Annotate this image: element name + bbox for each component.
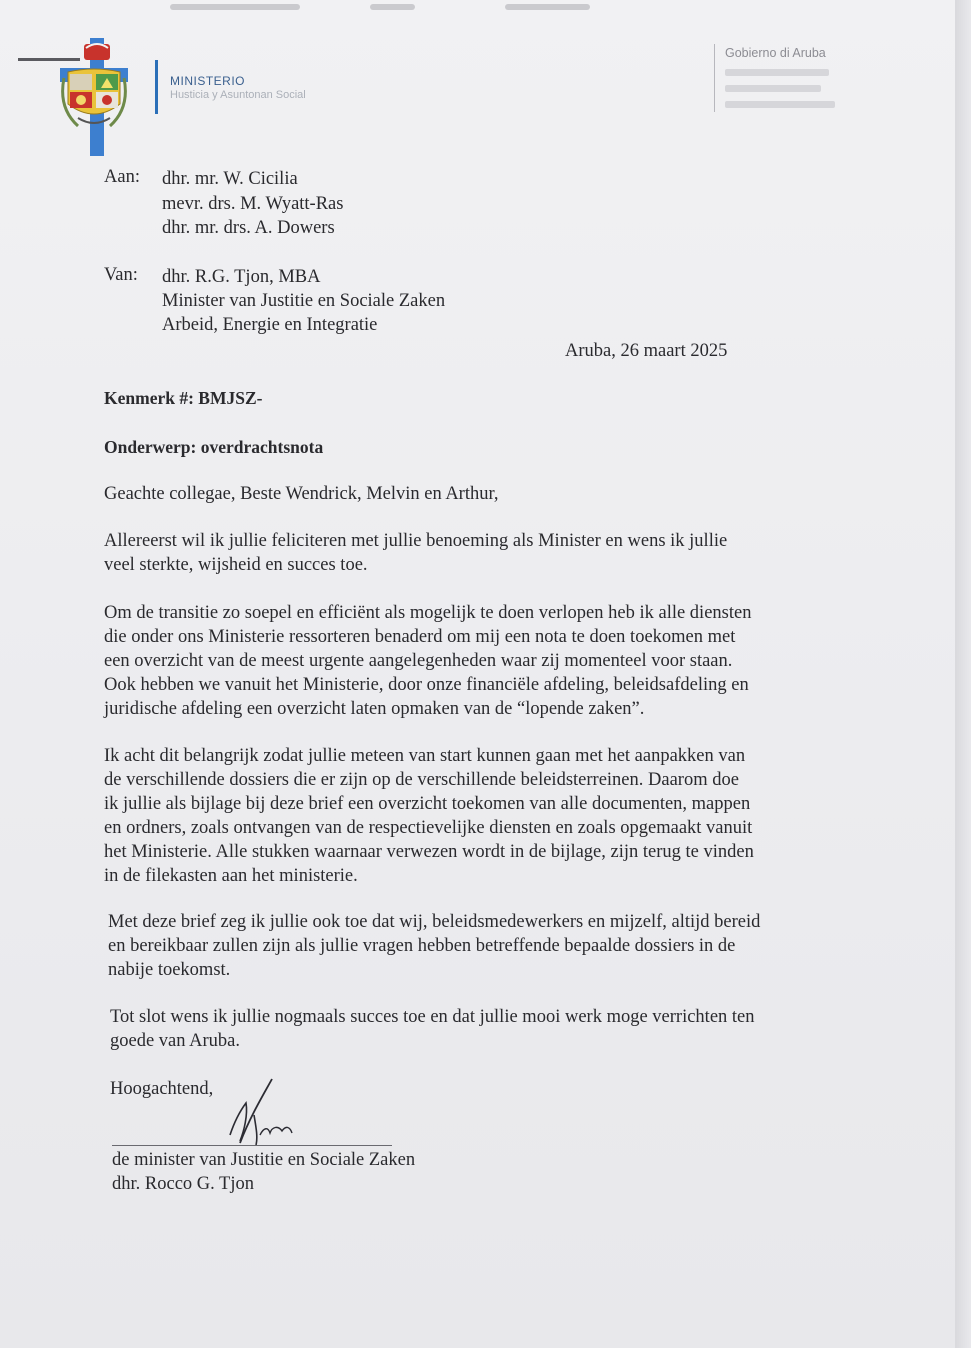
paragraph-line: juridische afdeling een overzicht laten opmaken van de “lopende zaken”. <box>104 699 645 719</box>
government-name: Gobierno di Aruba <box>725 46 826 60</box>
paragraph-line: Ik acht dit belangrijk zodat jullie meteen van start kunnen gaan met het aanpakken van <box>104 746 746 766</box>
sender-label: Van: <box>104 265 138 285</box>
paragraph-line: in de filekasten aan het ministerie. <box>104 866 358 886</box>
address-line <box>725 69 829 76</box>
signature-icon <box>210 1075 310 1150</box>
reference-number: Kenmerk #: BMJSZ- <box>104 388 263 408</box>
coat-of-arms-icon <box>60 38 128 156</box>
paragraph-line: en ordners, zoals ontvangen van de respectievelijke diensten en zoals opgemaakt vanuit <box>104 818 753 838</box>
paragraph-line: een overzicht van de meest urgente aangelegenheden waar zij momenteel voor staan. <box>104 651 733 671</box>
address-line <box>725 101 835 108</box>
salutation: Geachte collegae, Beste Wendrick, Melvin en Arthur, <box>104 484 499 504</box>
paragraph-line: Tot slot wens ik jullie nogmaals succes toe en dat jullie mooi werk moge verrichten ten <box>110 1007 755 1027</box>
recipients-label: Aan: <box>104 167 140 187</box>
sender-line: Minister van Justitie en Sociale Zaken <box>162 291 446 311</box>
paragraph-line: Met deze brief zeg ik jullie ook toe dat wij, beleidsmedewerkers en mijzelf, altijd bereid <box>108 912 761 932</box>
sender-line: Arbeid, Energie en Integratie <box>162 315 378 335</box>
body-paragraph <box>104 529 826 577</box>
recipient-name: dhr. mr. drs. A. Dowers <box>162 218 335 238</box>
address-line <box>725 85 821 92</box>
paragraph-line: Om de transitie zo soepel en efficiënt als mogelijk te doen verlopen heb ik alle diensten <box>104 603 752 623</box>
body-paragraph <box>104 601 826 721</box>
paragraph-line: ik jullie als bijlage bij deze brief een overzicht toekomen van alle documenten, mappen <box>104 794 751 814</box>
paragraph-line: veel sterkte, wijsheid en succes toe. <box>104 555 368 575</box>
government-address-block <box>714 44 865 112</box>
recipient-name: mevr. drs. M. Wyatt-Ras <box>162 194 344 214</box>
subject-line: Onderwerp: overdrachtsnota <box>104 437 324 457</box>
paragraph-line: Ook hebben we vanuit het Ministerie, door onze financiële afdeling, beleidsafdeling en <box>104 675 749 695</box>
paragraph-line: en bereikbaar zullen zijn als jullie vragen hebben betreffende bepaalde dossiers in de <box>108 936 736 956</box>
paragraph-line: het Ministerie. Alle stukken waarnaar verwezen wordt in de bijlage, zijn terug te vinden <box>104 842 754 862</box>
body-paragraph <box>108 910 830 982</box>
page-edge <box>955 0 971 1348</box>
ministry-divider <box>155 60 158 114</box>
paragraph-line: goede van Aruba. <box>110 1031 240 1051</box>
ministry-subtitle: Husticia y Asuntonan Social <box>170 89 306 101</box>
fold-crease <box>370 4 415 10</box>
paragraph-line: die onder ons Ministerie ressorteren benaderd om mij een nota te doen toekomen met <box>104 627 736 647</box>
paragraph-line: Allereerst wil ik jullie feliciteren met jullie benoeming als Minister en wens ik jullie <box>104 531 728 551</box>
fold-crease <box>505 4 590 10</box>
recipient-name: dhr. mr. W. Cicilia <box>162 169 298 189</box>
body-paragraph <box>110 1005 832 1053</box>
fold-crease <box>170 4 300 10</box>
closing: Hoogachtend, <box>110 1079 214 1099</box>
signatory-title: de minister van Justitie en Sociale Zaken <box>112 1150 416 1170</box>
signatory-name: dhr. Rocco G. Tjon <box>112 1174 254 1194</box>
letter-date: Aruba, 26 maart 2025 <box>565 341 728 361</box>
signature-line <box>112 1145 392 1146</box>
paragraph-line: de verschillende dossiers die er zijn op de verschillende beleidsterreinen. Daarom doe <box>104 770 739 790</box>
paragraph-line: nabije toekomst. <box>108 960 231 980</box>
ministry-title: MINISTERIO <box>170 74 246 88</box>
body-paragraph <box>104 744 826 888</box>
sender-line: dhr. R.G. Tjon, MBA <box>162 267 321 287</box>
